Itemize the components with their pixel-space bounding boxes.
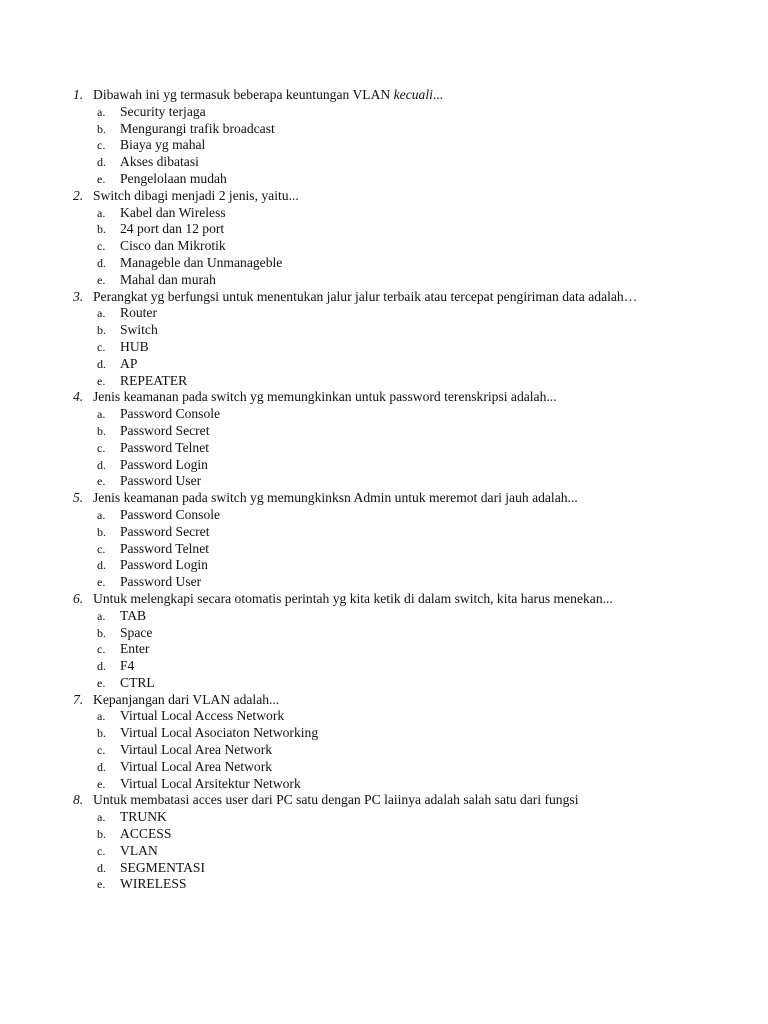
option-item bbox=[0, 641, 768, 658]
option-list bbox=[0, 406, 768, 490]
option-letter: c. bbox=[97, 440, 106, 455]
option-item bbox=[0, 876, 768, 893]
question-number: 8. bbox=[73, 792, 84, 808]
option-text: Akses dibatasi bbox=[120, 154, 199, 170]
option-letter: c. bbox=[97, 541, 106, 556]
option-text: Virtual Local Access Network bbox=[120, 708, 285, 724]
question-4 bbox=[0, 389, 768, 490]
option-letter: d. bbox=[97, 558, 106, 573]
option-letter: b. bbox=[97, 323, 106, 338]
option-text: Security terjaga bbox=[120, 103, 206, 119]
option-text: Password Secret bbox=[120, 422, 210, 438]
question-number: 7. bbox=[73, 691, 84, 707]
option-letter: b. bbox=[97, 827, 106, 842]
option-letter: a. bbox=[97, 507, 106, 522]
option-letter: d. bbox=[97, 255, 106, 270]
option-letter: d. bbox=[97, 155, 106, 170]
option-text: CTRL bbox=[120, 674, 155, 690]
option-letter: d. bbox=[97, 659, 106, 674]
question-8 bbox=[0, 792, 768, 893]
option-item bbox=[0, 440, 768, 457]
option-text: Router bbox=[120, 305, 157, 321]
question-text: Perangkat yg berfungsi untuk menentukan jalur jalur terbaik atau tercepat pengiriman data adalah… bbox=[93, 288, 638, 304]
option-text: Kabel dan Wireless bbox=[120, 204, 226, 220]
option-list bbox=[0, 608, 768, 692]
option-text: Password Telnet bbox=[120, 540, 210, 556]
option-item bbox=[0, 826, 768, 843]
question-number: 3. bbox=[73, 288, 84, 304]
option-letter: b. bbox=[97, 222, 106, 237]
option-text: Pengelolaan mudah bbox=[120, 170, 227, 186]
option-letter: a. bbox=[97, 608, 106, 623]
option-item bbox=[0, 221, 768, 238]
option-text: Cisco dan Mikrotik bbox=[120, 238, 226, 254]
option-letter: b. bbox=[97, 121, 106, 136]
option-text: Enter bbox=[120, 641, 150, 657]
option-letter: c. bbox=[97, 743, 106, 758]
option-list bbox=[0, 104, 768, 188]
option-letter: d. bbox=[97, 860, 106, 875]
question-number: 5. bbox=[73, 490, 84, 506]
option-text: Password User bbox=[120, 574, 202, 590]
option-item bbox=[0, 541, 768, 558]
option-item bbox=[0, 809, 768, 826]
option-text: Password Login bbox=[120, 557, 208, 573]
option-text: Space bbox=[120, 624, 153, 640]
question-text: Jenis keamanan pada switch yg memungkinksn Admin untuk meremot dari jauh adalah... bbox=[93, 490, 578, 506]
option-item bbox=[0, 473, 768, 490]
option-text: AP bbox=[120, 355, 138, 371]
option-list bbox=[0, 809, 768, 893]
option-item bbox=[0, 322, 768, 339]
option-item bbox=[0, 255, 768, 272]
question-text: Dibawah ini yg termasuk beberapa keuntungan VLAN bbox=[93, 87, 394, 102]
option-item bbox=[0, 205, 768, 222]
option-letter: d. bbox=[97, 457, 106, 472]
question-stem bbox=[0, 490, 768, 507]
question-7 bbox=[0, 692, 768, 793]
option-letter: a. bbox=[97, 306, 106, 321]
option-letter: c. bbox=[97, 642, 106, 657]
option-text: Password Secret bbox=[120, 523, 210, 539]
option-text: Password Login bbox=[120, 456, 208, 472]
option-letter: a. bbox=[97, 407, 106, 422]
option-letter: a. bbox=[97, 104, 106, 119]
option-letter: c. bbox=[97, 339, 106, 354]
option-text: Password Console bbox=[120, 406, 221, 422]
question-stem bbox=[0, 792, 768, 809]
option-item bbox=[0, 154, 768, 171]
question-number: 2. bbox=[73, 187, 84, 203]
question-stem bbox=[0, 289, 768, 306]
option-letter: b. bbox=[97, 524, 106, 539]
option-text: Virtual Local Arsitektur Network bbox=[120, 775, 301, 791]
option-letter: c. bbox=[97, 843, 106, 858]
option-item bbox=[0, 708, 768, 725]
option-item bbox=[0, 272, 768, 289]
question-stem bbox=[0, 87, 768, 104]
option-letter: a. bbox=[97, 205, 106, 220]
option-letter: a. bbox=[97, 709, 106, 724]
question-5 bbox=[0, 490, 768, 591]
question-number: 1. bbox=[73, 87, 84, 102]
option-text: Biaya yg mahal bbox=[120, 137, 206, 153]
option-item bbox=[0, 625, 768, 642]
question-6 bbox=[0, 591, 768, 692]
option-letter: e. bbox=[97, 373, 106, 388]
option-text: SEGMENTASI bbox=[120, 859, 206, 875]
option-letter: b. bbox=[97, 726, 106, 741]
option-letter: d. bbox=[97, 356, 106, 371]
option-text: Virtual Local Area Network bbox=[120, 758, 273, 774]
question-text: Switch dibagi menjadi 2 jenis, yaitu... bbox=[93, 187, 299, 203]
question-3 bbox=[0, 289, 768, 390]
option-item bbox=[0, 658, 768, 675]
option-item bbox=[0, 759, 768, 776]
option-letter: a. bbox=[97, 810, 106, 825]
question-number: 6. bbox=[73, 590, 84, 606]
option-item bbox=[0, 171, 768, 188]
option-text: REPEATER bbox=[120, 372, 188, 388]
option-list bbox=[0, 305, 768, 389]
option-letter: e. bbox=[97, 474, 106, 489]
question-stem bbox=[0, 188, 768, 205]
option-letter: c. bbox=[97, 138, 106, 153]
question-stem bbox=[0, 692, 768, 709]
question-2 bbox=[0, 188, 768, 289]
question-text: Jenis keamanan pada switch yg memungkinkan untuk password terenskripsi adalah... bbox=[93, 389, 557, 405]
option-item bbox=[0, 373, 768, 390]
option-text: Mengurangi trafik broadcast bbox=[120, 120, 275, 136]
question-emphasis: kecuali bbox=[393, 87, 433, 102]
question-stem bbox=[0, 389, 768, 406]
option-item bbox=[0, 137, 768, 154]
option-letter: d. bbox=[97, 759, 106, 774]
option-text: Virtaul Local Area Network bbox=[120, 742, 273, 758]
option-text: Password User bbox=[120, 473, 202, 489]
option-list bbox=[0, 708, 768, 792]
question-text: Untuk melengkapi secara otomatis perintah yg kita ketik di dalam switch, kita harus menekan... bbox=[93, 590, 613, 606]
question-list bbox=[0, 87, 768, 893]
option-item bbox=[0, 524, 768, 541]
option-text: Password Console bbox=[120, 506, 221, 522]
option-text: Mahal dan murah bbox=[120, 271, 216, 287]
option-text: TAB bbox=[120, 607, 147, 623]
option-letter: c. bbox=[97, 239, 106, 254]
option-text: Virtual Local Asociaton Networking bbox=[120, 725, 319, 741]
option-item bbox=[0, 356, 768, 373]
option-text: TRUNK bbox=[120, 809, 167, 825]
question-text: Untuk membatasi acces user dari PC satu dengan PC laiinya adalah salah satu dari fungsi bbox=[93, 792, 579, 808]
question-1 bbox=[0, 87, 768, 188]
option-item bbox=[0, 305, 768, 322]
option-item bbox=[0, 776, 768, 793]
option-item bbox=[0, 121, 768, 138]
option-item bbox=[0, 860, 768, 877]
option-text: Password Telnet bbox=[120, 439, 210, 455]
option-item bbox=[0, 457, 768, 474]
option-item bbox=[0, 423, 768, 440]
option-text: Switch bbox=[120, 322, 158, 338]
option-list bbox=[0, 205, 768, 289]
question-stem bbox=[0, 591, 768, 608]
option-letter: e. bbox=[97, 675, 106, 690]
question-number: 4. bbox=[73, 389, 84, 405]
option-text: Manageble dan Unmanageble bbox=[120, 254, 283, 270]
option-text: WIRELESS bbox=[120, 876, 187, 892]
option-text: F4 bbox=[120, 658, 135, 674]
option-text: VLAN bbox=[120, 842, 158, 858]
question-suffix: ... bbox=[432, 87, 444, 102]
option-text: ACCESS bbox=[120, 826, 172, 842]
option-letter: e. bbox=[97, 272, 106, 287]
option-item bbox=[0, 507, 768, 524]
option-item bbox=[0, 238, 768, 255]
option-letter: b. bbox=[97, 423, 106, 438]
option-text: 24 port dan 12 port bbox=[120, 221, 225, 237]
option-letter: e. bbox=[97, 776, 106, 791]
option-item bbox=[0, 742, 768, 759]
option-item bbox=[0, 104, 768, 121]
option-item bbox=[0, 574, 768, 591]
option-item bbox=[0, 608, 768, 625]
option-item bbox=[0, 557, 768, 574]
option-letter: e. bbox=[97, 877, 106, 892]
question-text: Kepanjangan dari VLAN adalah... bbox=[93, 691, 280, 707]
option-text: HUB bbox=[120, 338, 149, 354]
option-item bbox=[0, 675, 768, 692]
option-letter: e. bbox=[97, 575, 106, 590]
option-item bbox=[0, 725, 768, 742]
option-letter: b. bbox=[97, 625, 106, 640]
option-item bbox=[0, 843, 768, 860]
option-letter: e. bbox=[97, 171, 106, 186]
option-item bbox=[0, 406, 768, 423]
option-list bbox=[0, 507, 768, 591]
option-item bbox=[0, 339, 768, 356]
